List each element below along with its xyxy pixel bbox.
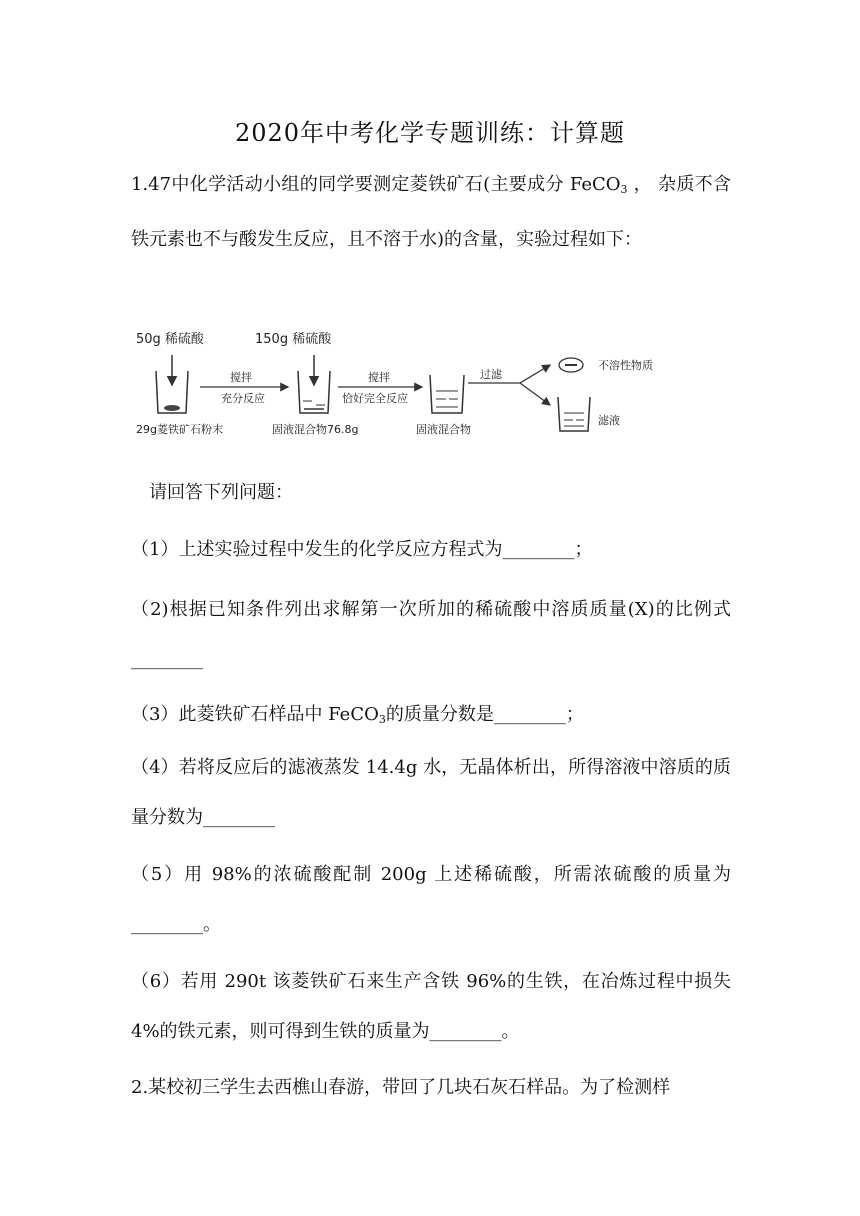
acid-label-1: 50g 稀硫酸 xyxy=(136,332,204,347)
question-2-intro: 2.某校初三学生去西樵山春游，带回了几块石灰石样品。为了检测样 xyxy=(131,1077,671,1098)
sub-question-2: （2)根据已知条件列出求解第一次所加的稀硫酸中溶质质量(X)的比例式________ xyxy=(131,599,731,670)
question-1-intro-text-cont: ， 杂质不含铁元素也不与酸发生反应，且不溶于水)的含量，实验过程如下： xyxy=(131,174,731,250)
insoluble-residue xyxy=(559,358,653,372)
arrow-stir-complete xyxy=(338,370,422,405)
question-1-intro-text: 1.47中化学活动小组的同学要测定菱铁矿石(主要成分 FeCO xyxy=(131,174,621,195)
svg-text:滤液: 滤液 xyxy=(598,414,620,427)
question-1-intro xyxy=(131,160,731,265)
acid-label-2: 150g 稀硫酸 xyxy=(255,332,332,347)
sub-question-3-text-cont: 的质量分数是________； xyxy=(385,704,584,725)
mixture-2-label: 固液混合物 xyxy=(416,423,471,436)
svg-text:搅拌: 搅拌 xyxy=(368,371,390,384)
svg-text:充分反应: 充分反应 xyxy=(221,392,265,405)
sub-question-4: （4）若将反应后的滤液蒸发 14.4g 水，无晶体析出，所得溶液中溶质的质量分数为________ xyxy=(131,757,731,828)
sample-label: 29g菱铁矿石粉末 xyxy=(136,423,223,436)
prompt-text: 请回答下列问题： xyxy=(149,482,293,503)
page-title: 2020年中考化学专题训练：计算题 xyxy=(234,119,626,147)
beaker-3 xyxy=(430,375,464,413)
experiment-diagram xyxy=(130,325,690,445)
sub-question-6: （6）若用 290t 该菱铁矿石来生产含铁 96%的生铁，在冶炼过程中损失 4%的铁元素，则可得到生铁的质量为________。 xyxy=(131,971,731,1042)
beaker-1 xyxy=(156,355,188,413)
sub-question-1: （1）上述实验过程中发生的化学反应方程式为________； xyxy=(131,539,593,560)
subscript: 3 xyxy=(378,713,386,726)
sub-question-5: （5）用 98%的浓硫酸配制 200g 上述稀硫酸，所需浓硫酸的质量为________。 xyxy=(131,864,731,935)
svg-text:搅拌: 搅拌 xyxy=(230,371,252,384)
subscript: 3 xyxy=(620,183,628,196)
beaker-2 xyxy=(298,355,330,413)
mixture-1-label: 固液混合物76.8g xyxy=(272,423,359,436)
svg-text:过滤: 过滤 xyxy=(480,368,502,381)
arrow-filter xyxy=(468,365,550,405)
sub-question-3 xyxy=(131,700,584,726)
filtrate-beaker xyxy=(558,397,620,431)
sub-question-3-text: （3）此菱铁矿石样品中 FeCO xyxy=(131,704,379,725)
svg-text:不溶性物质: 不溶性物质 xyxy=(598,359,653,372)
svg-text:恰好完全反应: 恰好完全反应 xyxy=(342,392,408,405)
arrow-stir-react xyxy=(200,370,288,405)
